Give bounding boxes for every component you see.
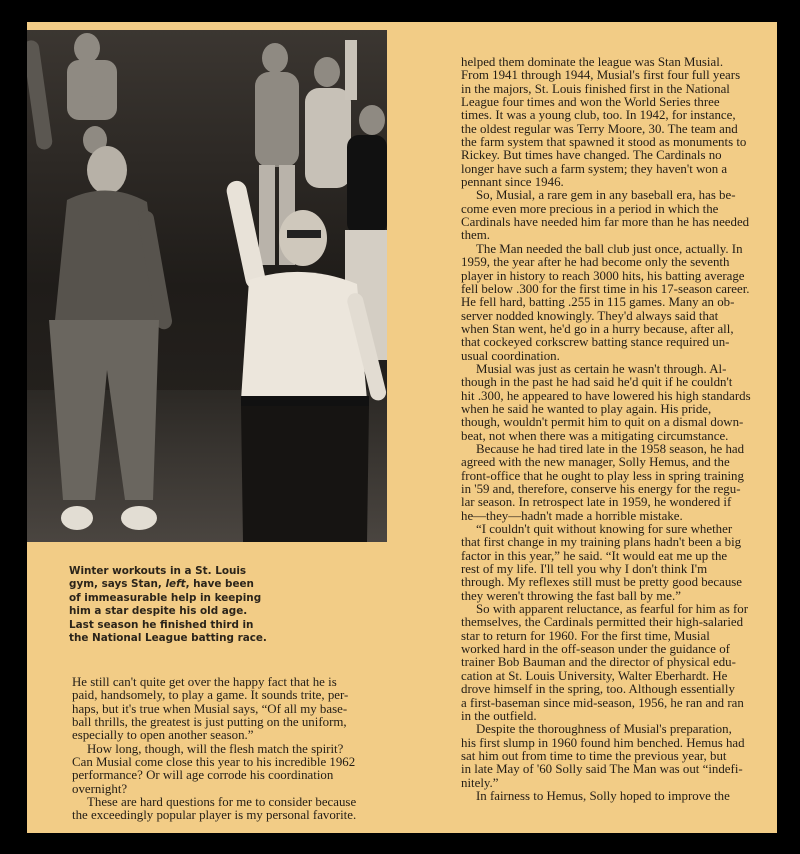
text-line: them. <box>461 228 490 243</box>
caption-line: the National League batting race. <box>69 632 267 645</box>
text-line: nitely.” <box>461 775 499 790</box>
text-line: How long, though, will the flesh match the spirit? <box>87 741 344 756</box>
gym-workout-photo-icon <box>27 30 387 542</box>
text-line: agreed with the new manager, Solly Hemus, and the <box>461 455 730 470</box>
text-line: front-office that he ought to play less in spring training <box>461 468 744 483</box>
text-line: usual coordination. <box>461 348 560 363</box>
caption-line: Winter workouts in a St. Louis <box>69 565 247 577</box>
text-line: He still can't quite get over the happy fact that he is <box>72 675 337 689</box>
magazine-page <box>27 22 777 833</box>
text-line: 1959, the year after he had become only the seventh <box>461 255 730 270</box>
text-line: sat him out from time to time the previous year, but <box>461 748 727 763</box>
text-line: Cardinals have needed him far more than he has needed <box>461 215 750 230</box>
text-line: beat, not when there was a mitigating circumstance. <box>461 428 729 443</box>
text-line: especially to open another season.” <box>72 728 254 743</box>
photo-caption <box>69 565 269 645</box>
right-text-column <box>461 56 777 803</box>
text-line: the oldest regular was Terry Moore, 30. The team and <box>461 121 738 136</box>
text-line: lar season. In retrospect late in 1959, he wondered if <box>461 495 732 510</box>
text-line: Musial was just as certain he wasn't through. Al- <box>476 361 727 376</box>
text-line: he—they—hadn't made a horrible mistake. <box>461 508 683 523</box>
text-line: The Man needed the ball club just once, actually. In <box>476 241 743 256</box>
text-line: when he said he wanted to play again. His pride, <box>461 401 712 416</box>
text-line: though, wouldn't permit him to quit on a dismal down- <box>461 415 744 430</box>
text-line: longer have such a farm system; they haven't won a <box>461 161 728 176</box>
text-line: He fell hard, batting .255 in 115 games. Many an ob- <box>461 295 735 310</box>
caption-line: Last season he finished third in <box>69 618 254 631</box>
text-line: times. It was a young club, too. In 1942, for instance, <box>461 108 736 123</box>
text-line: factor in this year,” he said. “It would eat me up the <box>461 548 728 563</box>
text-line: that cockeyed corkscrew batting stance required un- <box>461 335 730 350</box>
caption-line: him a star despite his old age. <box>69 605 248 618</box>
caption-line: gym, says Stan, <box>69 578 166 591</box>
text-line: So with apparent reluctance, as fearful for him as for <box>476 602 749 617</box>
text-line: So, Musial, a rare gem in any baseball era, has be- <box>476 188 736 203</box>
text-line: trainer Bob Bauman and the director of physical edu- <box>461 655 736 670</box>
left-text-column <box>72 676 412 823</box>
text-line: League four times and won the World Series three <box>461 95 720 110</box>
text-line: server nodded knowingly. They'd always said that <box>461 308 719 323</box>
text-line: paid, handsomely, to play a game. It sounds trite, per- <box>72 688 349 703</box>
text-line: “I couldn't quit without knowing for sure whether <box>476 522 733 537</box>
text-line: Despite the thoroughness of Musial's preparation, <box>476 722 732 737</box>
text-line: helped them dominate the league was Stan Musial. <box>461 55 724 69</box>
text-line: In fairness to Hemus, Solly hoped to improve the <box>476 788 730 803</box>
text-line: in the majors, St. Louis finished first in the National <box>461 81 730 96</box>
text-line: Can Musial come close this year to his incredible 1962 <box>72 755 356 770</box>
text-line: the farm system that spawned it stood as monuments to <box>461 135 747 150</box>
text-line: cation at St. Louis University, Walter Eberhardt. He <box>461 668 728 683</box>
text-line: drove himself in the spring, too. Although essentially <box>461 682 735 697</box>
text-line: come even more precious in a period in which the <box>461 201 719 216</box>
text-line: the exceedingly popular player is my personal favorite. <box>72 808 357 823</box>
caption-line: , have been <box>185 578 254 591</box>
text-line: in the outfield. <box>461 708 537 723</box>
text-line: ball thrills, the greatest is just putting on the uniform, <box>72 715 347 730</box>
text-line: pennant since 1946. <box>461 175 564 190</box>
text-line: fell below .300 for the first time in his 17-season career. <box>461 281 750 296</box>
text-line: worked hard in the off-season under the guidance of <box>461 642 730 657</box>
text-line: rest of my life. I'll tell you why I don't think I'm <box>461 562 708 577</box>
text-line: a first-baseman since mid-season, 1956, he ran and ran <box>461 695 744 710</box>
text-line: though in the past he had said he'd quit if he couldn't <box>461 375 733 390</box>
text-line: These are hard questions for me to consider because <box>87 795 357 810</box>
caption-emphasis: left <box>165 578 186 591</box>
text-line: hit .300, he appeared to have lowered his high standards <box>461 388 751 403</box>
text-line: his first slump in 1960 found him benched. Hemus had <box>461 735 745 750</box>
text-line: in '59 and, therefore, conserve his energy for the regu- <box>461 482 741 496</box>
text-line: haps, but it's true when Musial says, “Of all my base- <box>72 701 348 716</box>
text-line: they weren't throwing the fast ball by me.” <box>461 588 681 603</box>
text-line: Because he had tired late in the 1958 season, he had <box>476 441 745 456</box>
text-line: performance? Or will age corrode his coordination <box>72 768 334 783</box>
text-line: star to return for 1960. For the first time, Musial <box>461 628 710 643</box>
text-line: through. My reflexes still must be pretty good because <box>461 575 743 590</box>
caption-line: of immeasurable help in keeping <box>69 591 262 604</box>
text-line: in late May of '60 Solly said The Man was out “indefi- <box>461 762 743 777</box>
text-line: player in history to reach 3000 hits, his batting average <box>461 268 745 283</box>
text-line: overnight? <box>72 781 128 796</box>
text-line: when Stan went, he'd go in a hurry because, after all, <box>461 321 734 336</box>
text-line: From 1941 through 1944, Musial's first four full years <box>461 68 741 83</box>
text-line: that first change in my training plans hadn't been a big <box>461 535 742 550</box>
text-line: Rickey. But times have changed. The Cardinals no <box>461 148 722 163</box>
gym-workout-photo <box>27 30 387 542</box>
text-line: themselves, the Cardinals permitted their high-salaried <box>461 615 744 630</box>
